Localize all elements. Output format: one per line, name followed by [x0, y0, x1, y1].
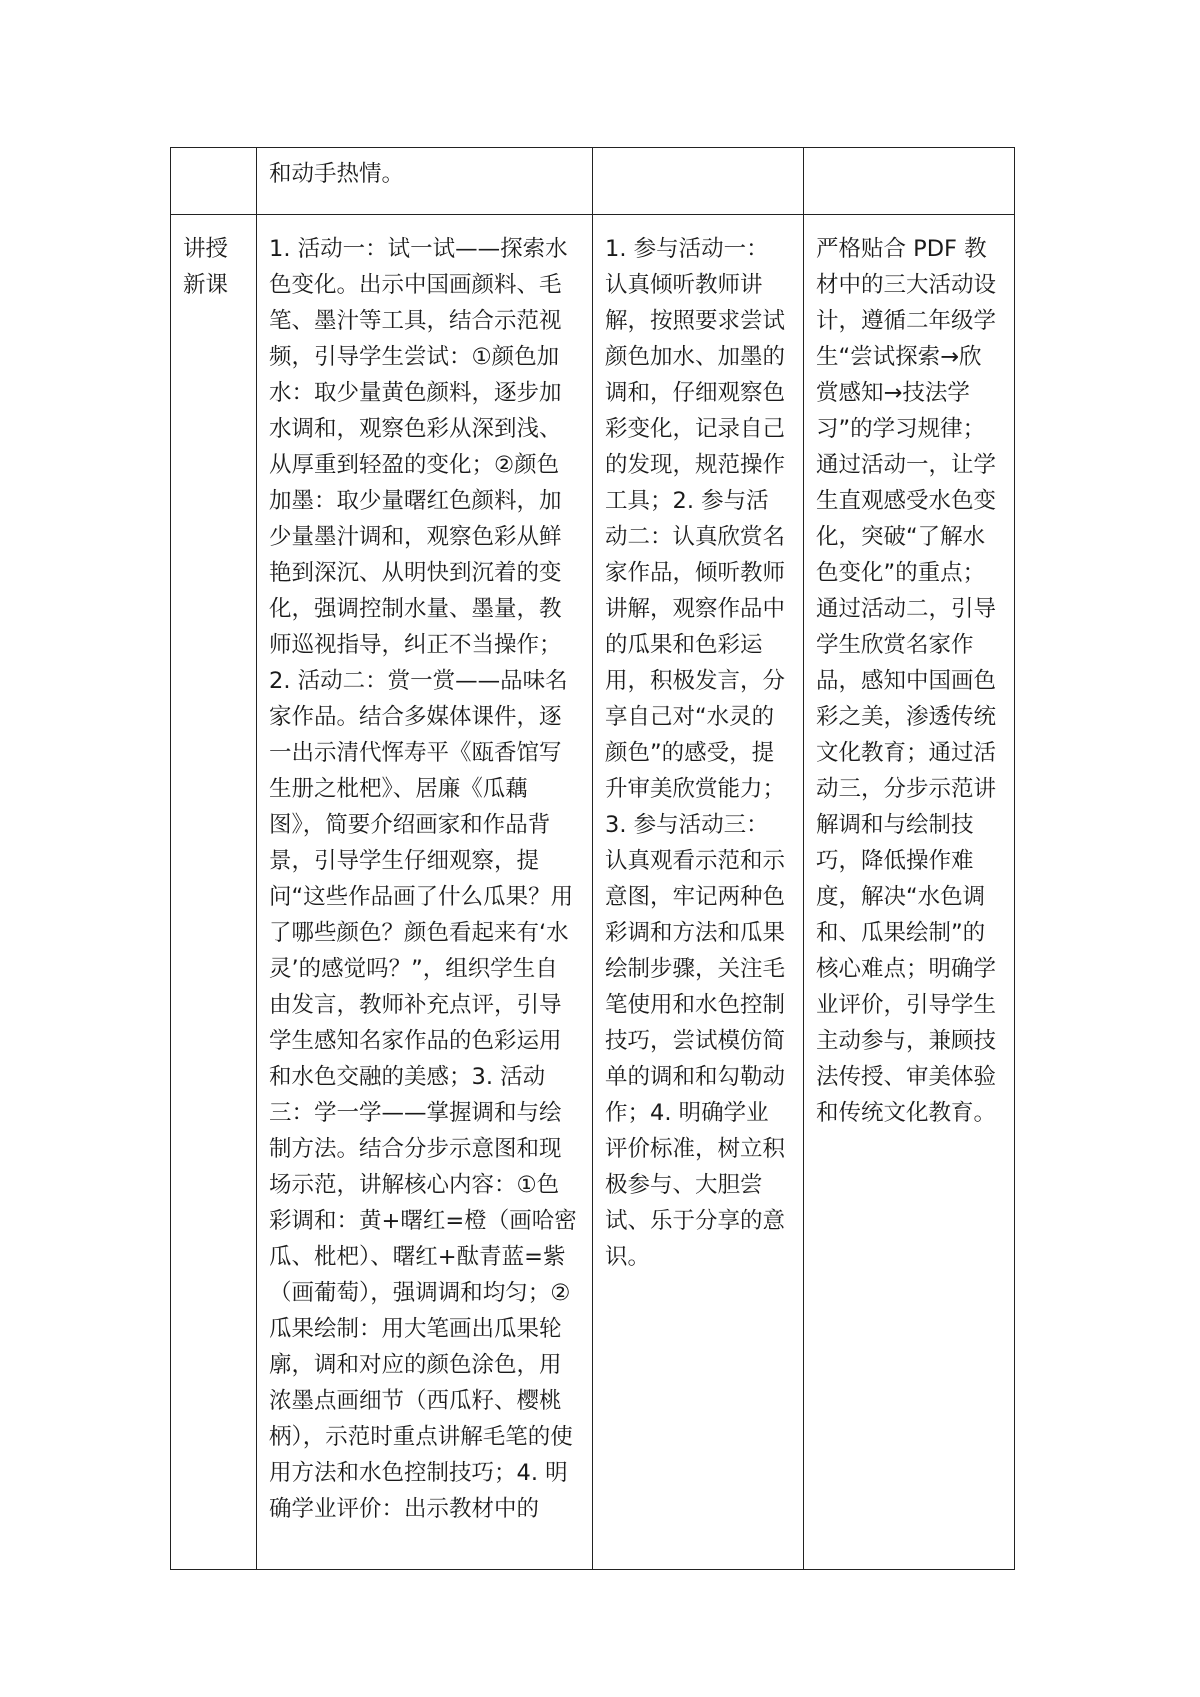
stage-cell: [171, 148, 257, 215]
stage-cell: [171, 215, 257, 1570]
design-intent-cell: [804, 215, 1015, 1570]
stage-label: 讲授新课: [183, 236, 229, 298]
student-activity-cell: [593, 148, 804, 215]
design-intent-text: 严格贴合 PDF 教材中的三大活动设计，遵循二年级学生“尝试探索→欣赏感知→技法学习”的学习规律；通过活动一，让学生直观感受水色变化，突破“了解水色变化”的重点；通过活动二，引导学生欣赏名家作品，感知中国画色彩之美，渗透传统文化教育；通过活动三，分步示范讲解调和与绘制技巧，降低操作难度，解决“水色调和、瓜果绘制”的核心难点；明确学业评价，引导学生主动参与，兼顾技法传授、审美体验和传统文化教育。: [816, 236, 997, 1126]
table-row: [171, 215, 1015, 1570]
design-intent-cell: [804, 148, 1015, 215]
lesson-plan-table: [170, 147, 1015, 1570]
teacher-activity-cell: [257, 215, 593, 1570]
teacher-activity-text: 1. 活动一：试一试——探索水色变化。出示中国画颜料、毛笔、墨汁等工具，结合示范视频，引导学生尝试：①颜色加水：取少量黄色颜料，逐步加水调和，观察色彩从深到浅、从厚重到轻盈的变化；②颜色加墨：取少量曙红色颜料，加少量墨汁调和，观察色彩从鲜艳到深沉、从明快到沉着的变化，强调控制水量、墨量，教师巡视指导，纠正不当操作；2. 活动二：赏一赏——品味名家作品。结合多媒体课件，逐一出示清代恽寿平《瓯香馆写生册之枇杷》、居廉《瓜藕图》，简要介绍画家和作品背景，引导学生仔细观察，提问“这些作品画了什么瓜果？用了哪些颜色？颜色看起来有‘水灵’的感觉吗？”，组织学生自由发言，教师补充点评，引导学生感知名家作品的色彩运用和水色交融的美感；3. 活动三：学一学——掌握调和与绘制方法。结合分步示意图和现场示范，讲解核心内容：①色彩调和：黄+曙红=橙（画哈密瓜、枇杷）、曙红+酞青蓝=紫（画葡萄），强调调和均匀；②瓜果绘制：用大笔画出瓜果轮廓，调和对应的颜色涂色，用浓墨点画细节（西瓜籽、樱桃柄），示范时重点讲解毛笔的使用方法和水色控制技巧；4. 明确学业评价：出示教材中的: [269, 236, 577, 1522]
student-activity-text: 1. 参与活动一：认真倾听教师讲解，按照要求尝试颜色加水、加墨的调和，仔细观察色彩变化，记录自己的发现，规范操作工具；2. 参与活动二：认真欣赏名家作品，倾听教师讲解，观察作品中的瓜果和色彩运用，积极发言，分享自己对“水灵的颜色”的感受，提升审美欣赏能力；3. 参与活动三：认真观看示范和示意图，牢记两种色彩调和方法和瓜果绘制步骤，关注毛笔使用和水色控制技巧，尝试模仿简单的调和和勾勒动作；4. 明确学业评价标准，树立积极参与、大胆尝试、乐于分享的意识。: [605, 236, 786, 1270]
teacher-activity-cell: [257, 148, 593, 215]
table-row: [171, 148, 1015, 215]
teacher-activity-text: 和动手热情。: [269, 161, 405, 187]
student-activity-cell: [593, 215, 804, 1570]
